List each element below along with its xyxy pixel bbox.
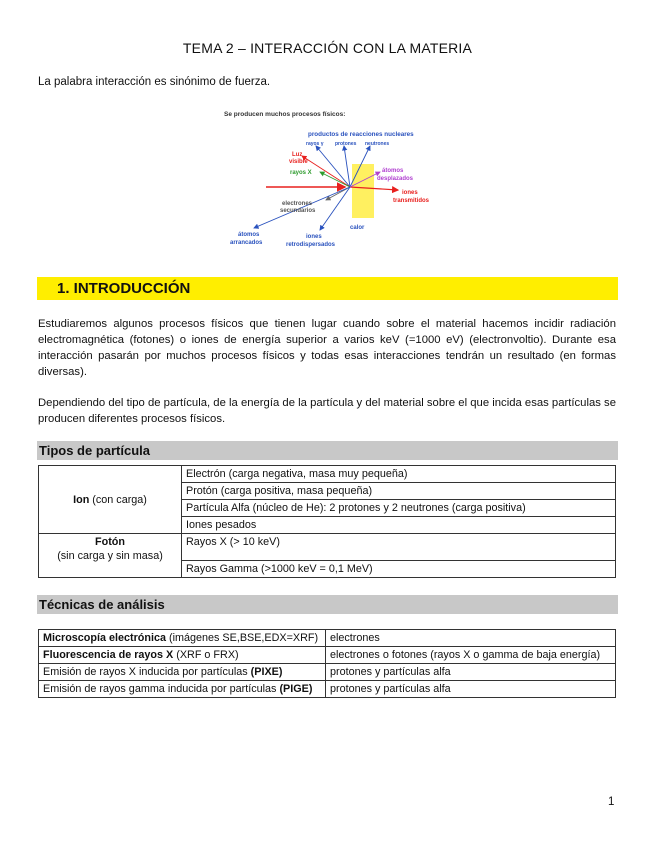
xray-arrow	[320, 172, 350, 187]
technique-acronym: (PIXE)	[250, 666, 283, 678]
label-secondary-2: secundarios	[280, 208, 316, 214]
particle-cell: protones y partículas alfa	[326, 681, 616, 698]
label-xrays: rayos X	[290, 170, 312, 176]
label-nuclear-products: productos de reacciones nucleares	[308, 131, 414, 138]
technique-name: Emisión de rayos X inducida por partículas	[43, 666, 251, 678]
label-gamma: rayos γ	[306, 141, 324, 147]
label-displaced-atoms-1: átomos	[382, 168, 404, 174]
page-number: 1	[608, 796, 615, 808]
table-cell: Rayos Gamma (>1000 keV = 0,1 MeV)	[182, 561, 616, 578]
table-cell: Iones pesados	[182, 517, 616, 534]
technique-acronym: (PIGE)	[279, 683, 313, 695]
photon-cell	[39, 534, 182, 578]
label-transmitted-2: transmitidos	[393, 198, 430, 204]
label-backscattered-1: iones	[306, 234, 322, 240]
table-cell: Electrón (carga negativa, masa muy pequeña)	[182, 466, 616, 483]
label-light: Luz	[292, 152, 303, 158]
technique-cell	[39, 664, 326, 681]
particle-types-table	[38, 465, 616, 578]
table-cell: Protón (carga positiva, masa pequeña)	[182, 483, 616, 500]
subheading-particle-types	[37, 441, 618, 460]
technique-cell	[39, 681, 326, 698]
table-cell: Partícula Alfa (núcleo de He): 2 protones y 2 neutrones (carga positiva)	[182, 500, 616, 517]
technique-cell	[39, 630, 326, 647]
technique-name: Microscopía electrónica	[43, 632, 167, 644]
label-protons: protones	[335, 141, 357, 147]
label-secondary-1: electrones	[282, 201, 313, 207]
technique-name: Fluorescencia de rayos X	[43, 649, 174, 661]
ion-label: Ion	[73, 493, 90, 506]
intro-sentence: La palabra interacción es sinónimo de fuerza.	[38, 76, 271, 88]
paragraph-2: Dependiendo del tipo de partícula, de la energía de la partícula y del material sobre el que incida esas partículas se producen diferentes procesos físicos.	[38, 397, 616, 425]
analysis-techniques-table	[38, 629, 616, 698]
technique-note: (imágenes SE,BSE,EDX=XRF)	[166, 632, 319, 644]
label-heat: calor	[350, 225, 365, 231]
technique-note: (XRF o FRX)	[173, 649, 239, 661]
particle-cell: electrones o fotones (rayos X o gamma de baja energía)	[326, 647, 616, 664]
subheading-text: Tipos de partícula	[39, 443, 151, 458]
label-neutrons: neutrones	[365, 141, 390, 147]
paragraph-1: Estudiaremos algunos procesos físicos que tienen lugar cuando sobre el material hacemos incidir radiación electromagnética (fotones) o iones de energía superior a varios keV (=1000 eV) (electronvoltio). Durante esa interacción pasarán por muchos procesos físicos y todas esas interacciones tendrán un resultado (en formas diversas).	[38, 318, 616, 378]
particle-cell: electrones	[326, 630, 616, 647]
technique-name: Emisión de rayos gamma inducida por partículas	[43, 683, 280, 695]
diagram-heading: Se producen muchos procesos físicos:	[224, 111, 346, 118]
label-stripped-1: átomos	[238, 232, 260, 238]
table-row	[39, 664, 616, 681]
particle-cell: protones y partículas alfa	[326, 664, 616, 681]
table-row	[39, 534, 616, 561]
ion-cell	[39, 466, 182, 534]
photon-note: (sin carga y sin masa)	[57, 550, 163, 562]
section-heading-introduction	[37, 277, 618, 300]
label-stripped-2: arrancados	[230, 240, 263, 246]
photon-label: Fotón	[95, 536, 125, 548]
label-displaced-atoms-2: desplazados	[377, 176, 414, 182]
heat-zone	[352, 164, 374, 218]
ion-note: (con carga)	[89, 493, 147, 506]
label-transmitted-1: iones	[402, 190, 418, 196]
subheading-analysis-techniques	[37, 595, 618, 614]
table-row	[39, 466, 616, 483]
table-row	[39, 630, 616, 647]
subheading-text: Técnicas de análisis	[39, 597, 165, 612]
table-cell: Rayos X (> 10 keV)	[182, 534, 616, 561]
page-title: TEMA 2 – INTERACCIÓN CON LA MATERIA	[182, 40, 473, 56]
section-title: 1. INTRODUCCIÓN	[57, 280, 191, 297]
label-backscattered-2: retrodispersados	[286, 242, 336, 248]
table-row	[39, 647, 616, 664]
label-visible: visible	[289, 159, 308, 165]
technique-cell	[39, 647, 326, 664]
interaction-diagram	[220, 104, 440, 254]
table-row	[39, 681, 616, 698]
